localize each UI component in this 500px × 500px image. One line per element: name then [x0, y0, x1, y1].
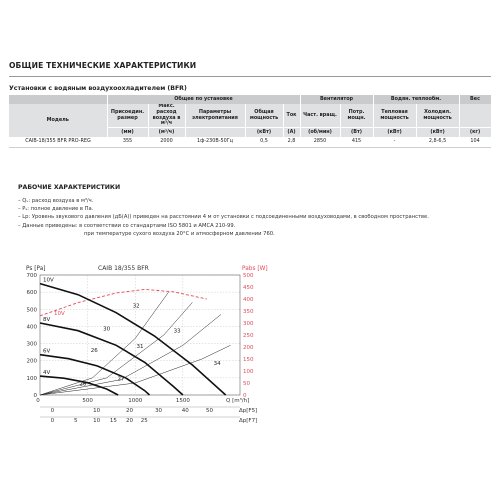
y2-tick-label: 250 [243, 333, 254, 339]
cell-current: 2,8 [283, 137, 300, 148]
curve-annotation: 33 [173, 328, 181, 335]
unit-size: (мм) [107, 128, 148, 138]
col-heat-power: Тепловая мощность [373, 104, 416, 128]
col-power-params: Параметры электропитания [185, 104, 245, 128]
curve-annotation: 32 [132, 303, 140, 310]
group-heater: Водян. теплообм. [373, 95, 459, 104]
y2-tick-label: 400 [243, 297, 254, 303]
series-label: 6V [43, 348, 51, 355]
note-line: – Данные приведены: в соответствии со стандартами ISO 5801 и AMCA 210-99. [18, 222, 236, 229]
col-airflow: Макс. расход воздуха в м³/ч [148, 104, 185, 128]
group-fan: Вентилятор [300, 95, 373, 104]
cell-heat-power: - [373, 137, 416, 148]
curve-annotation: 26 [79, 381, 87, 388]
section-divider [9, 76, 491, 77]
note-line: при температуре сухого воздуха 20°С и атмосферном давлении 760. [84, 230, 275, 237]
unit-cool-power: (кВт) [416, 128, 459, 138]
x-tick-label: 1500 [175, 398, 190, 404]
curve-annotation: 27 [117, 376, 125, 383]
note-line: – Qᵥ: расход воздуха в м³/ч. [18, 198, 94, 204]
y-tick-label: 500 [26, 307, 37, 314]
f7-axis-label: Δp[F7] [239, 418, 258, 424]
f5-tick-label: 10 [93, 408, 101, 414]
series-label: 10V [43, 277, 54, 284]
series-label: 4V [43, 370, 51, 377]
x-tick-label: 0 [36, 398, 40, 404]
y2-tick-label: 300 [243, 321, 254, 327]
unit-airflow: (м³/ч) [148, 128, 185, 138]
y2-tick-label: 450 [243, 285, 254, 291]
f5-axis-label: Δp[F5] [239, 408, 258, 414]
y-axis-label: Ps [Pa] [26, 266, 46, 272]
unit-rpm: (об/мин) [300, 128, 340, 138]
cell-model: CAIB-18/355 BFR PRO-REG [9, 137, 107, 148]
table-header-row [9, 104, 491, 128]
table-row [9, 137, 491, 148]
cell-airflow: 2000 [148, 137, 185, 148]
notes-block [18, 197, 429, 238]
curve-annotation: 26 [90, 348, 98, 355]
cell-fan-power: 415 [340, 137, 373, 148]
f7-tick-label: 5 [73, 418, 78, 424]
col-size: Присоедин. размер [107, 104, 148, 128]
y2-tick-label: 350 [243, 309, 254, 315]
f5-tick-label: 50 [206, 408, 214, 414]
chart-title: CAIB 18/355 BFR [98, 265, 149, 272]
unit-current: (А) [283, 128, 300, 138]
col-model: Модель [9, 104, 107, 137]
table-group-row [9, 95, 491, 104]
x-axis-label: Q [m³/h] [226, 398, 250, 404]
curve-annotation: 31 [136, 343, 144, 350]
y2-tick-label: 150 [243, 357, 254, 363]
f7-tick-label: 20 [126, 418, 134, 424]
y2-tick-label: 500 [243, 273, 254, 279]
unit-heat-power: (кВт) [373, 128, 416, 138]
f5-tick-label: 20 [126, 408, 134, 414]
power-curve-label: 10V [54, 310, 65, 317]
y-tick-label: 400 [26, 324, 37, 331]
y-tick-label: 700 [26, 273, 37, 279]
table-title: Установки с водяным воздухоохладителем (BFR) [9, 85, 187, 92]
unit-weight: (кг) [459, 128, 491, 138]
note-line: – Pₛ: полное давление в Па. [18, 206, 94, 213]
f7-tick-label: 25 [140, 418, 148, 424]
x-tick-label: 500 [82, 398, 93, 404]
curve-annotation: 34 [213, 361, 221, 367]
y2-tick-label: 100 [243, 369, 254, 375]
cell-power-params: 1ф-230В-50Гц [185, 137, 245, 148]
curve-annotation: 30 [103, 326, 111, 333]
f7-tick-label: 0 [50, 418, 55, 424]
y-tick-label: 200 [26, 358, 37, 365]
unit-total-power: (кВт) [245, 128, 283, 138]
unit-power-params [185, 128, 245, 138]
y-tick-label: 100 [26, 375, 37, 382]
f7-tick-label: 15 [109, 418, 117, 424]
cell-cool-power: 2,8-6,5 [416, 137, 459, 148]
x-tick-label: 1000 [128, 398, 143, 404]
col-total-power: Общая мощность [245, 104, 283, 128]
f5-tick-label: 0 [50, 408, 55, 414]
f5-tick-label: 30 [155, 408, 163, 414]
note-line: – Lp: Уровень звукового давления (дБ(A)) приведен на расстоянии 4 м от установки с подсоединенными воздуховодами, в свободном пространстве. [18, 214, 429, 221]
y2-axis-label: Pabs [W] [242, 266, 268, 272]
col-cool-power: Холодил. мощность [416, 104, 459, 128]
y2-tick-label: 0 [243, 393, 247, 399]
col-current: Ток [283, 104, 300, 128]
unit-fan-power: (Вт) [340, 128, 373, 138]
cell-rpm: 2850 [300, 137, 340, 148]
spec-table [9, 95, 492, 148]
f7-tick-label: 10 [93, 418, 101, 424]
performance-title: РАБОЧИЕ ХАРАКТЕРИСТИКИ [18, 184, 121, 191]
performance-chart [0, 255, 500, 455]
y2-tick-label: 200 [243, 345, 254, 351]
group-weight: Вес [459, 95, 491, 104]
group-general: Общее по установке [107, 95, 300, 104]
fan-curve [40, 323, 183, 395]
col-fan-power: Потр. мощн. [340, 104, 373, 128]
power-curve [40, 289, 207, 315]
cell-weight: 104 [459, 137, 491, 148]
cell-size: 355 [107, 137, 148, 148]
spec-title: ОБЩИЕ ТЕХНИЧЕСКИЕ ХАРАКТЕРИСТИКИ [9, 61, 197, 70]
series-label: 8V [43, 317, 51, 323]
col-rpm: Част. вращ. [300, 104, 340, 128]
cell-total-power: 0,5 [245, 137, 283, 148]
f5-tick-label: 40 [181, 408, 189, 414]
y-tick-label: 300 [26, 341, 37, 348]
y2-tick-label: 50 [243, 381, 250, 387]
y-tick-label: 600 [26, 290, 37, 297]
y-tick-label: 0 [33, 393, 37, 399]
